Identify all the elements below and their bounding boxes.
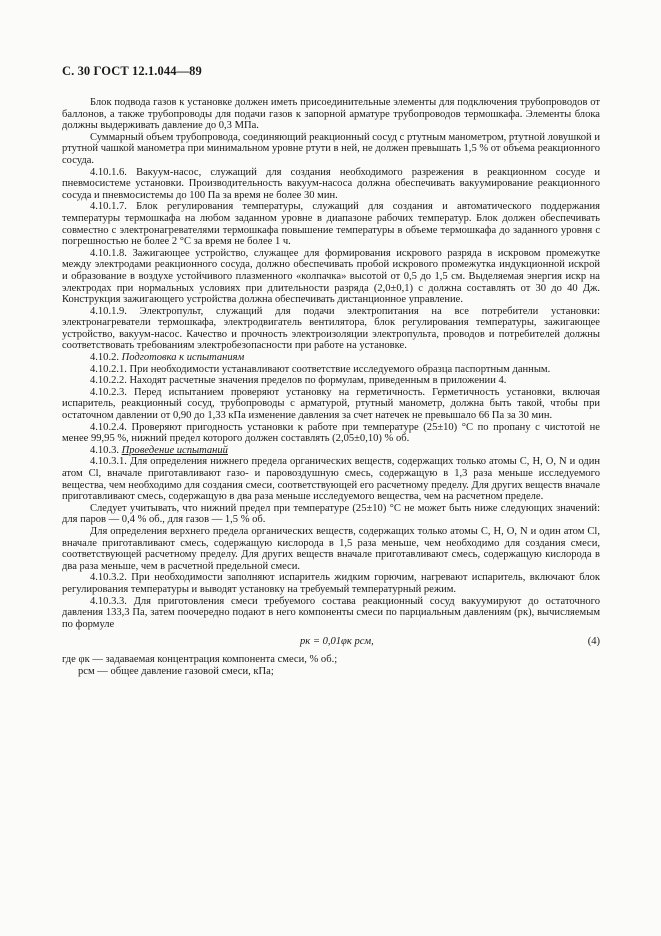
paragraph: 4.10.3.3. Для приготовления смеси требуемого состава реакционный сосуд вакуумируют до остаточного давления 133,3 Па, затем поочередно подают в него компоненты смеси по парциальным давлениям (pк), вычисляемым по формуле	[62, 595, 600, 630]
legend-line: pсм — общее давление газовой смеси, кПа;	[78, 665, 274, 677]
section-number: 4.10.2.	[90, 352, 120, 364]
paragraph: Блок подвода газов к установке должен иметь присоединительные элементы для подключения трубопроводов от баллонов, а также трубопроводы для подачи газов к запорной арматуре трубопроводов термошкафа. Элементы блока должны выдерживать давление до 0,3 МПа.	[62, 97, 600, 132]
paragraph: 4.10.2.3. Перед испытанием проверяют установку на герметичность. Герметичность установки, включая испаритель, реакционный сосуд, трубопроводы с арматурой, ртутный манометр, должна быть такой, чтобы при остаточном давлении от 0,90 до 1,33 кПа изменение давления за счет натечек не превышало 66 Па за 30 мин.	[62, 386, 600, 422]
section-title: Подготовка к испытаниям	[121, 352, 245, 364]
section-number: 4.10.3.	[90, 444, 120, 456]
paragraph: 4.10.2.2. Находят расчетные значения пределов по формулам, приведенным в приложении 4.	[90, 375, 507, 387]
formula-block	[62, 632, 600, 652]
paragraph: 4.10.3.1. Для определения нижнего предела органических веществ, содержащих только атомы С, Н, О, N и один атом Cl, вначале приготавливают газо- и паровоздушную смесь, содержащую в 1,3 раза меньше исследуемого вещества, чем необходимо для создания смеси, соответствующей его расчетному пределу. Для других веществ вначале приготавливают смесь, содержащую в два раза меньше исследуемого вещества, чем на расчетном пределе.	[62, 456, 600, 503]
legend-line: где φк — задаваемая концентрация компонента смеси, % об.;	[62, 654, 338, 666]
paragraph: Суммарный объем трубопровода, соединяющий реакционный сосуд с ртутным манометром, ртутной ловушкой и ртутной чашкой манометра при минимальном уровне ртути в ней, не должен превышать 1,5 % от объема реакционного сосуда.	[62, 131, 600, 166]
paragraph: 4.10.1.7. Блок регулирования температуры, служащий для создания и автоматического поддержания температуры термошкафа на любом заданном уровне в диапазоне рабочих температур. Блок должен обеспечивать совместно с электронагревателями термошкафа повышение температуры в объеме термошкафа до заданного уровня с погрешностью не более 2 °С за время не более 1 ч.	[62, 201, 600, 248]
paragraph: 4.10.1.6. Вакуум-насос, служащий для создания необходимого разрежения в реакционном сосуде и пневмосистеме установки. Производительность вакуум-насоса должна обеспечивать вакуумирование реакционного сосуда и пневмосистемы до 100 Па за время не более 30 мин.	[62, 166, 600, 201]
paragraph: 4.10.2.4. Проверяют пригодность установки к работе при температуре (25±10) °С по пропану с чистотой не менее 99,95 %, нижний предел которого должен составлять (2,05±0,10) % об.	[62, 421, 600, 445]
paragraph: 4.10.2.1. При необходимости устанавливают соответствие исследуемого образца паспортным данным.	[90, 363, 551, 375]
section-heading-prep	[62, 352, 600, 364]
section-title: Проведение испытаний	[121, 444, 228, 456]
document-body	[62, 97, 600, 678]
paragraph: Для определения верхнего предела органических веществ, содержащих только атомы С, Н, О, N и один атом Cl, вначале приготавливают смесь, содержащую кислорода в 1,5 раза меньше, чем необходимо для создания смеси, соответствующей расчетному пределу. Для других веществ вначале приготавливают смесь, содержащую кислорода в два раза меньше, чем в расчетной предельной смеси.	[62, 525, 600, 572]
paragraph: 4.10.1.9. Электропульт, служащий для подачи электропитания на все потребители установки: электронагреватели термошкафа, электродвигатель вентилятора, блок регулирования температуры, зажигающее устройство, вакуум-насос. Качество и прочность электроизоляции электропульта, проводов и потребителей должны соответствовать требованиям электробезопасности при работе на установке.	[62, 305, 600, 352]
paragraph: Следует учитывать, что нижний предел при температуре (25±10) °С не может быть ниже следующих значений: для паров — 0,4 % об., для газов — 1,5 % об.	[62, 502, 600, 526]
formula-number: (4)	[587, 636, 600, 648]
section-heading-test	[62, 445, 600, 457]
paragraph: 4.10.3.2. При необходимости заполняют испаритель жидким горючим, нагревают испаритель, включают блок регулирования температуры и выводят установку на требуемый температурный режим.	[62, 572, 600, 595]
page-header: С. 30 ГОСТ 12.1.044—89	[62, 64, 202, 78]
formula: pк = 0,01φк pсм,	[300, 636, 374, 648]
formula-legend	[62, 654, 600, 677]
paragraph: 4.10.1.8. Зажигающее устройство, служащее для формирования искрового разряда в искровом промежутке между электродами реакционного сосуда, должно обеспечивать пробой искрового промежутка индукционной искрой и образование в воздухе устойчивого плазменного «колпачка» высотой от 0,5 до 1,5 см. Выделяемая энергия искр на электродах при нормальных условиях при длительности разряда (2,0±0,1) с должна составлять от 30 до 40 Дж. Конструкция зажигающего устройства должна обеспечивать дистанционное управление.	[62, 247, 600, 306]
